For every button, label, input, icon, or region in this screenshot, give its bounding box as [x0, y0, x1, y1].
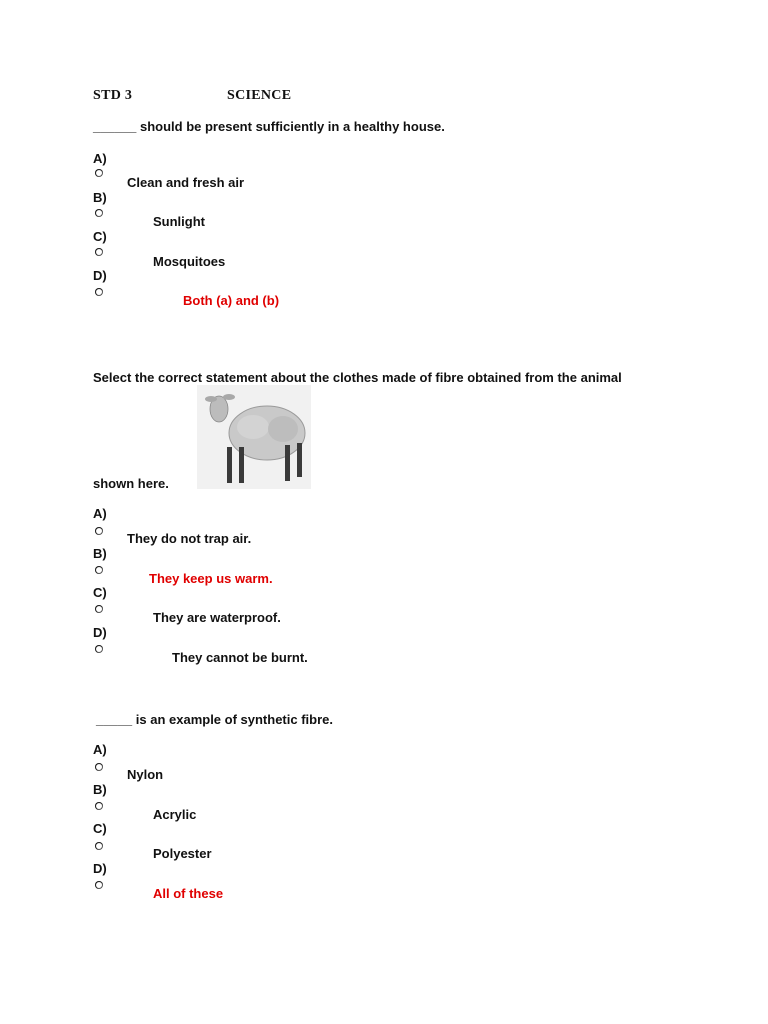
q1-option-d-text: Both (a) and (b) [183, 293, 280, 308]
q2-option-c-label: C) [93, 585, 107, 600]
question-2-text-continued: shown here. [93, 476, 169, 491]
question-1-text: ______ should be present sufficiently in a healthy house. [93, 119, 445, 134]
q1-option-c-radio[interactable] [95, 248, 103, 256]
q2-option-c-radio[interactable] [95, 605, 103, 613]
q1-option-b-text: Sunlight [153, 214, 205, 229]
q2-option-a-radio[interactable] [95, 527, 103, 535]
q3-option-a-text: Nylon [127, 767, 164, 782]
q2-option-b-radio[interactable] [95, 566, 103, 574]
q1-option-d-radio[interactable] [95, 288, 103, 296]
q2-option-d-text: They cannot be burnt. [172, 650, 308, 665]
question-3-text: _____ is an example of synthetic fibre. [96, 712, 333, 727]
q1-option-a-label: A) [93, 151, 107, 166]
subject-label: SCIENCE [227, 88, 292, 103]
q3-option-a-label: A) [93, 742, 107, 757]
q3-option-d-label: D) [93, 861, 107, 876]
q3-option-a-radio[interactable] [95, 763, 103, 771]
q3-option-b-radio[interactable] [95, 802, 103, 810]
q1-option-c-label: C) [93, 229, 107, 244]
question-2-text: Select the correct statement about the clothes made of fibre obtained from the animal [93, 370, 622, 385]
sheep-image [197, 385, 311, 489]
q1-option-b-radio[interactable] [95, 209, 103, 217]
q1-option-b-label: B) [93, 190, 107, 205]
q1-option-a-text: Clean and fresh air [127, 175, 245, 190]
q3-option-d-text: All of these [153, 886, 224, 901]
q1-option-c-text: Mosquitoes [153, 254, 226, 269]
q3-option-c-label: C) [93, 821, 107, 836]
q1-option-d-label: D) [93, 268, 107, 283]
q3-option-c-radio[interactable] [95, 842, 103, 850]
q2-option-c-text: They are waterproof. [153, 610, 281, 625]
q2-option-b-label: B) [93, 546, 107, 561]
q2-option-d-label: D) [93, 625, 107, 640]
std-label: STD 3 [93, 88, 133, 103]
q1-option-a-radio[interactable] [95, 169, 103, 177]
q3-option-b-text: Acrylic [153, 807, 197, 822]
q2-option-b-text: They keep us warm. [149, 571, 273, 586]
q2-option-d-radio[interactable] [95, 645, 103, 653]
q2-option-a-label: A) [93, 506, 107, 521]
q3-option-b-label: B) [93, 782, 107, 797]
q3-option-c-text: Polyester [153, 846, 212, 861]
q2-option-a-text: They do not trap air. [127, 531, 252, 546]
q3-option-d-radio[interactable] [95, 881, 103, 889]
